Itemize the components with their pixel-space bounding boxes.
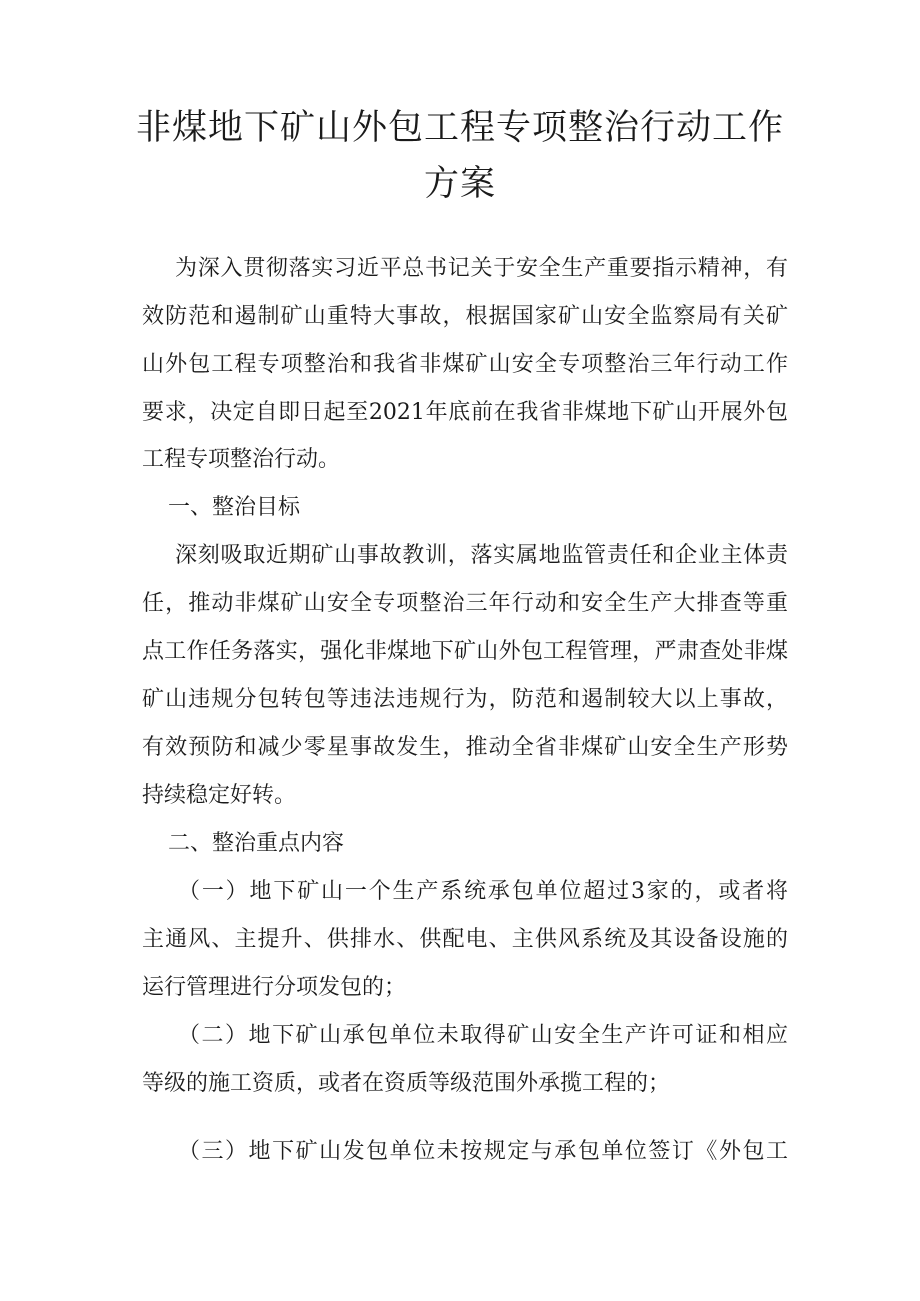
paragraph-line: 任，推动非煤矿山安全专项整治三年行动和安全生产大排查等重: [142, 591, 788, 616]
list-item-line: （三）地下矿山发包单位未按规定与承包单位签订《外包工: [178, 1139, 788, 1164]
paragraph-line: 持续稳定好转。: [142, 783, 297, 808]
list-item-line: （二）地下矿山承包单位未取得矿山安全生产许可证和相应: [178, 1023, 788, 1048]
list-item-line: 主通风、主提升、供排水、供配电、主供风系统及其设备设施的: [142, 927, 788, 952]
list-item-line: 等级的施工资质，或者在资质等级范围外承揽工程的；: [142, 1071, 671, 1096]
paragraph-line: 工程专项整治行动。: [142, 447, 341, 472]
paragraph-line: 深刻吸取近期矿山事故教训，落实属地监管责任和企业主体责: [175, 543, 788, 568]
paragraph-line: 为深入贯彻落实习近平总书记关于安全生产重要指示精神，有: [175, 256, 788, 281]
list-item-line: （一）地下矿山一个生产系统承包单位超过3家的，或者将: [178, 879, 788, 904]
section-heading: 一、整治目标: [168, 495, 301, 520]
paragraph-line: 效防范和遏制矿山重特大事故，根据国家矿山安全监察局有关矿: [142, 304, 788, 329]
paragraph-line: 有效预防和减少零星事故发生，推动全省非煤矿山安全生产形势: [142, 735, 788, 760]
paragraph-line: 要求，决定自即日起至2021年底前在我省非煤地下矿山开展外包: [142, 400, 788, 425]
document-title-line-2: 方案: [423, 164, 496, 204]
section-heading: 二、整治重点内容: [168, 831, 345, 856]
paragraph-line: 山外包工程专项整治和我省非煤矿山安全专项整治三年行动工作: [142, 352, 788, 377]
document-title-line-1: 非煤地下矿山外包工程专项整治行动工作: [135, 108, 784, 148]
paragraph-line: 矿山违规分包转包等违法违规行为，防范和遏制较大以上事故，: [142, 687, 788, 712]
list-item-line: 运行管理进行分项发包的；: [142, 975, 407, 1000]
paragraph-line: 点工作任务落实，强化非煤地下矿山外包工程管理，严肃查处非煤: [142, 639, 788, 664]
